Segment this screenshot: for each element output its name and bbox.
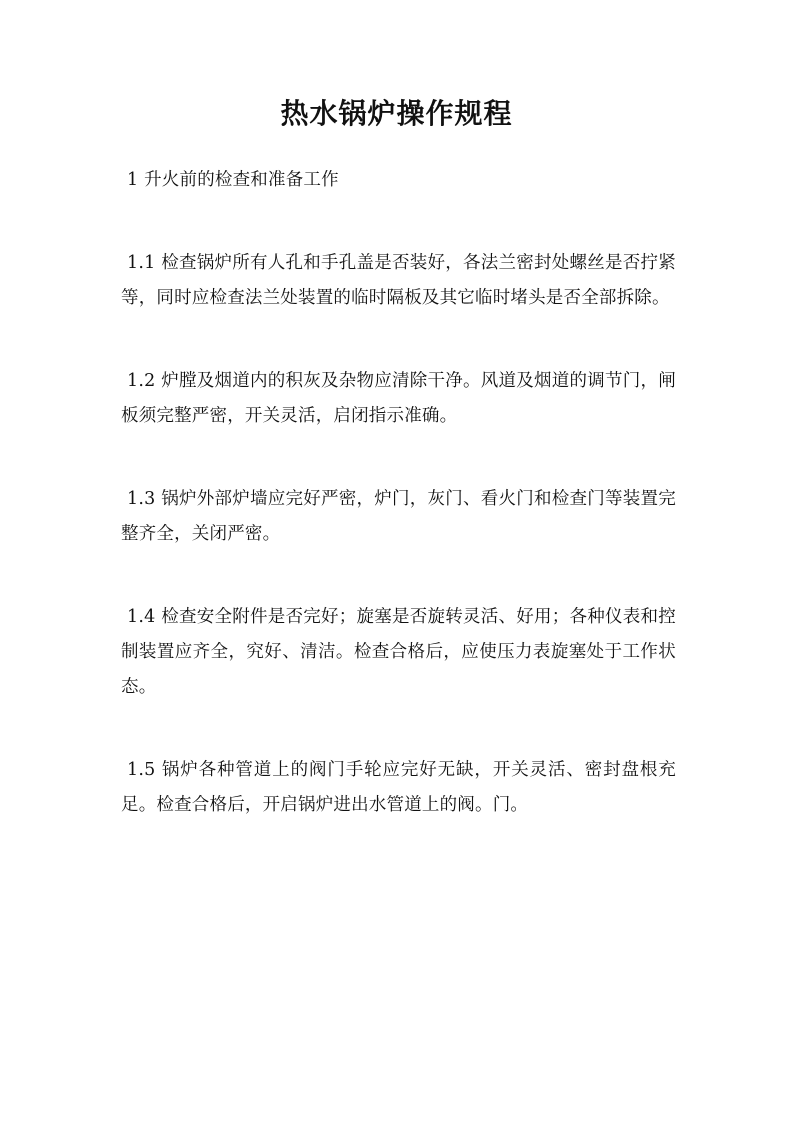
paragraph-1-3: 1.3 锅炉外部炉墙应完好严密，炉门，灰门、看火门和检查门等装置完整齐全，关闭严密。 [121,489,676,544]
paragraph-1-5: 1.5 锅炉各种管道上的阀门手轮应完好无缺，开关灵活、密封盘根充足。检查合格后，开启锅炉进出水管道上的阀。门。 [121,760,676,815]
paragraph-1-1: 1.1 检查锅炉所有人孔和手孔盖是否装好，各法兰密封处螺丝是否拧紧等，同时应检查法兰处装置的临时隔板及其它临时堵头是否全部拆除。 [121,253,676,308]
paragraph-1-2: 1.2 炉膛及烟道内的积灰及杂物应清除干净。风道及烟道的调节门，闸板须完整严密，开关灵活，启闭指示准确。 [121,371,676,426]
section-heading: 1 升火前的检查和准备工作 [127,170,339,190]
paragraph-1-4: 1.4 检查安全附件是否完好；旋塞是否旋转灵活、好用；各种仪表和控制装置应齐全，究好、清洁。检查合格后，应使压力表旋塞处于工作状态。 [121,607,676,697]
document-title: 热水锅炉操作规程 [280,97,513,130]
document-body [121,163,676,871]
